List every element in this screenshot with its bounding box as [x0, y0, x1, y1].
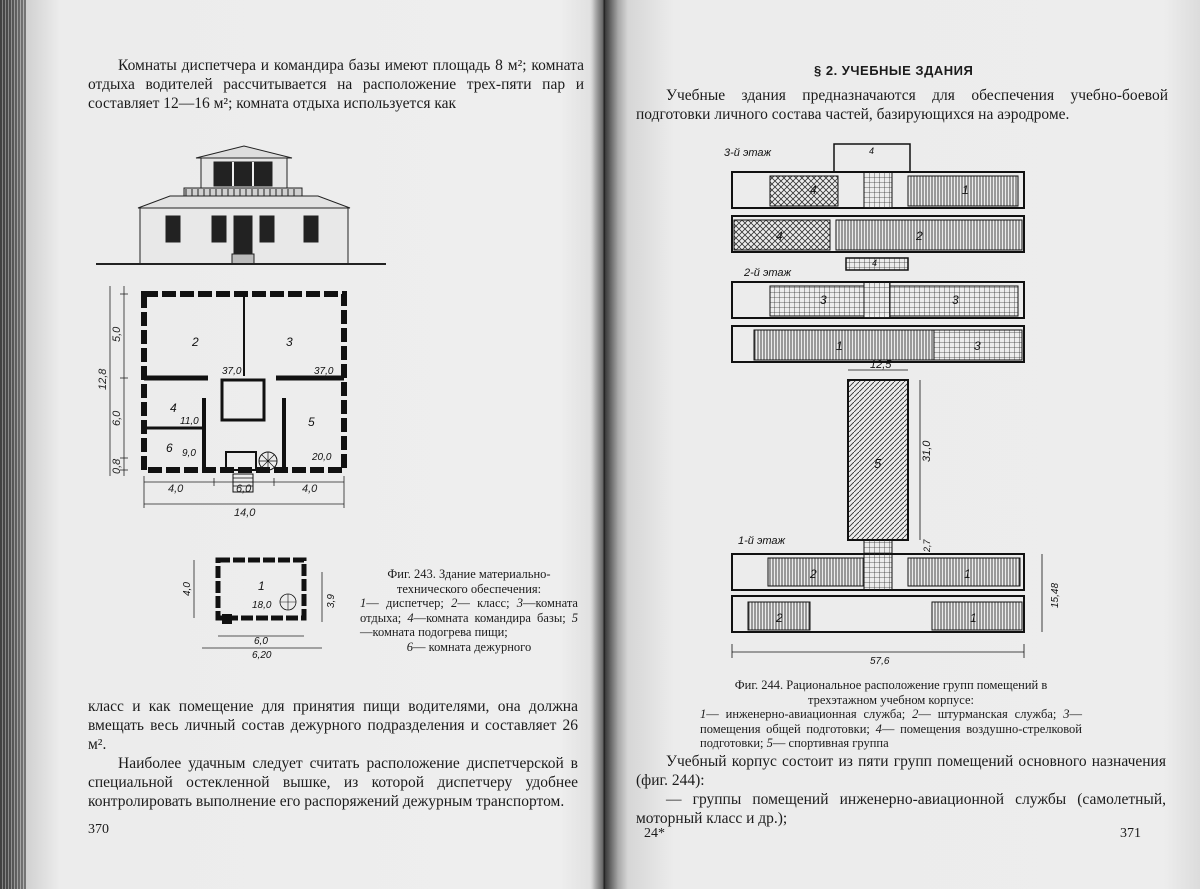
page-edge: [0, 0, 26, 889]
dim-4-0-left: 4,0: [168, 483, 184, 495]
caption-item: 1— инженерно-авиационная служба;: [700, 707, 906, 721]
caption-item: 5— спортивная группа: [766, 736, 889, 750]
paragraph-text: Учебный корпус состоит из пяти групп помещений основного назначения (фиг. 244):: [636, 753, 1166, 789]
paragraph-text: Учебные здания предназначаются для обеспечения учебно-боевой подготовки личного состава частей, базирующихся на аэродроме.: [636, 87, 1168, 123]
small-dim-3-9: 3,9: [326, 594, 337, 608]
f3-group-4a: 4: [810, 183, 817, 197]
dim-0-8: 0,8: [111, 458, 123, 474]
signature-mark: 24*: [644, 826, 665, 841]
dim-5-0: 5,0: [111, 326, 123, 342]
dim-57-6: 57,6: [870, 656, 890, 667]
caption-title: Фиг. 243. Здание материально-технического обеспечения:: [387, 567, 551, 596]
room-2: 2: [192, 335, 199, 349]
f1-group-1a: 1: [964, 567, 971, 581]
f1-group-2b: 2: [776, 611, 783, 625]
right-paragraph-2: [636, 752, 1166, 828]
small-dim-6-20: 6,20: [252, 650, 272, 661]
building-elevation: [96, 146, 386, 264]
dim-4-0-right: 4,0: [302, 483, 318, 495]
small-room-1: 1: [258, 579, 265, 593]
dim-31-0: 31,0: [921, 440, 933, 462]
dim-6-0: 6,0: [111, 410, 123, 426]
dispatcher-plan-drawing: [172, 552, 342, 662]
f2-group-3a: 3: [820, 293, 827, 307]
building-drawing-fig243: [96, 136, 386, 531]
left-paragraph-2: [88, 697, 578, 811]
ground-floor-plan: [97, 286, 344, 519]
right-page: [604, 0, 1200, 889]
small-dim-6-0: 6,0: [254, 636, 268, 647]
room-6: 6: [166, 441, 173, 455]
f3-group-1: 1: [962, 183, 969, 197]
dim-14-0: 14,0: [234, 507, 256, 519]
dim-2-7: 2,7: [922, 539, 932, 552]
paragraph-text: Комнаты диспетчера и командира базы имеют площадь 8 м²; комната отдыха водителей рассчитывается на расположение трех-пяти пар и составляет 12—16 м²; комната отдыха используется как: [88, 57, 584, 112]
dim-12-5: 12,5: [870, 359, 892, 371]
room-4: 4: [170, 401, 177, 415]
room-3: 3: [286, 335, 293, 349]
f2-group-3c: 3: [974, 339, 981, 353]
dim-6-0-center: 6,0: [236, 483, 252, 495]
dim-15-48: 15,48: [1050, 582, 1061, 608]
caption-item: 3—комната отдыха;: [360, 596, 578, 625]
f1-group-1b: 1: [970, 611, 977, 625]
area-9-0: 9,0: [182, 448, 196, 459]
caption-title: Фиг. 244. Рациональное расположение групп помещений в трехэтажном учебном корпусе:: [734, 678, 1048, 707]
room-5: 5: [308, 415, 315, 429]
area-20-0: 20,0: [312, 452, 332, 463]
f3-top-label: 4: [869, 146, 875, 156]
floor-1-label: 1-й этаж: [738, 535, 786, 547]
page-number-left: 370: [88, 822, 109, 837]
floor-1-plan: [732, 540, 1042, 658]
f2-group-3b: 3: [952, 293, 959, 307]
figure-244-caption: [700, 678, 1082, 751]
left-paragraph-1: [88, 56, 584, 113]
caption-item: 6— комната дежурного: [406, 639, 532, 654]
caption-item: 1— диспетчер;: [360, 596, 444, 610]
caption-item: 4— помещения воздушно-стрелковой подготовки;: [700, 721, 1082, 750]
small-area-18-0: 18,0: [252, 600, 272, 611]
caption-item: 2— класс;: [451, 596, 510, 610]
floor-2-label: 2-й этаж: [744, 267, 792, 279]
figure-243-caption: [360, 567, 578, 654]
dim-12-8: 12,8: [97, 368, 109, 390]
area-37-0-a: 37,0: [222, 366, 242, 377]
paragraph-text: Наиболее удачным следует считать расположение диспетчерской в специальной остекленной вышке, из которой диспетчеру удобнее контролировать выполнение его распоряжений дежурным транспортом.: [88, 755, 578, 810]
small-dim-4-0: 4,0: [182, 582, 193, 596]
book-gutter: [590, 0, 618, 889]
page-number-right: 371: [1120, 826, 1141, 841]
group-5-label: 5: [874, 456, 882, 471]
section-heading: § 2. УЧЕБНЫЕ ЗДАНИЯ: [814, 63, 974, 78]
paragraph-text: — группы помещений инженерно-авиационной службы (самолетный, моторный класс и др.);: [636, 791, 1166, 827]
right-paragraph-1: [636, 86, 1168, 124]
f3-group-4b: 4: [776, 229, 783, 243]
area-37-0-b: 37,0: [314, 366, 334, 377]
caption-item: 3— помещения общей подготовки;: [700, 707, 1083, 736]
f3-group-2: 2: [916, 229, 923, 243]
area-11-0: 11,0: [180, 416, 199, 427]
sport-tower-plan: [848, 370, 920, 540]
caption-item: 4—комната командира базы;: [407, 610, 566, 625]
f2-group-1: 1: [836, 339, 843, 353]
f1-group-2a: 2: [810, 567, 817, 581]
teaching-building-drawing-fig244: [724, 142, 1064, 672]
floor-3-label: 3-й этаж: [724, 147, 772, 159]
caption-item: 2— штурманская служба;: [912, 707, 1057, 721]
f2-top-label: 4: [872, 258, 878, 268]
caption-item: 5—комната подогрева пищи;: [360, 610, 579, 639]
paragraph-text: класс и как помещение для принятия пищи водителями, она должна вмещать весь личный состав дежурного подразделения и составляет 26 м².: [88, 698, 578, 753]
